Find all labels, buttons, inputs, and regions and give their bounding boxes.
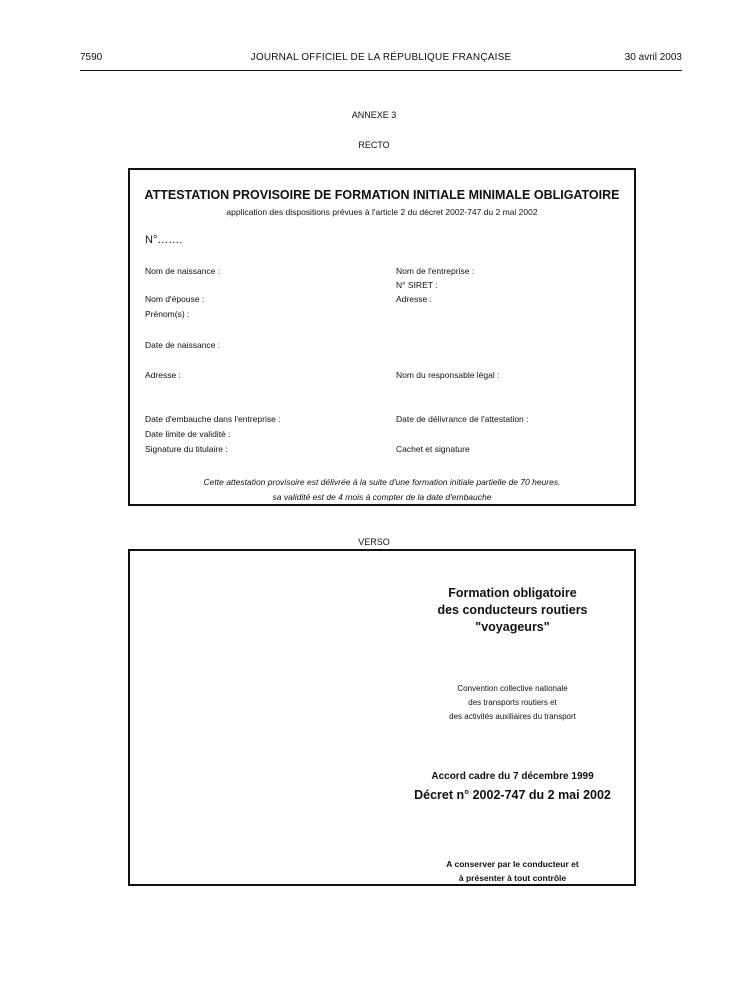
recto-label: RECTO xyxy=(358,140,390,150)
field-siret: N° SIRET : xyxy=(396,280,438,290)
keep-notice-line-2: à présenter à tout contrôle xyxy=(458,873,567,883)
verso-title-line-3: "voyageurs" xyxy=(475,620,550,634)
journal-title: JOURNAL OFFICIEL DE LA RÉPUBLIQUE FRANÇAISE xyxy=(250,52,512,63)
verso-title-line-1: Formation obligatoire xyxy=(448,586,577,600)
attestation-number-field: N°……. xyxy=(145,234,183,246)
field-date-naissance: Date de naissance : xyxy=(145,340,221,350)
convention-line-1: Convention collective nationale xyxy=(457,684,568,693)
verso-title-line-2: des conducteurs routiers xyxy=(437,603,588,617)
accord-cadre: Accord cadre du 7 décembre 1999 xyxy=(431,771,594,782)
field-date-embauche: Date d'embauche dans l'entreprise : xyxy=(145,414,281,424)
page-number: 7590 xyxy=(80,52,103,63)
page-header xyxy=(80,50,682,71)
verso-label: VERSO xyxy=(358,537,390,547)
convention-line-2: des transports routiers et xyxy=(468,698,557,707)
recto-subtitle: application des dispositions prévues à l'article 2 du décret 2002-747 du 2 mai 2002 xyxy=(226,207,538,217)
field-nom-epouse: Nom d'épouse : xyxy=(145,294,205,304)
verso-card xyxy=(128,549,636,886)
field-signature-titulaire: Signature du titulaire : xyxy=(145,444,228,454)
keep-notice-line-1: A conserver par le conducteur et xyxy=(446,859,579,869)
recto-footer-line-1: Cette attestation provisoire est délivrée à la suite d'une formation initiale partielle de 70 heures. xyxy=(203,477,561,487)
field-responsable-legal: Nom du responsable légal : xyxy=(396,370,500,380)
annex-label: ANNEXE 3 xyxy=(351,110,397,120)
recto-footer-line-2: sa validité est de 4 mois à compter de la date d'embauche xyxy=(272,492,492,502)
field-cachet-signature: Cachet et signature xyxy=(396,444,470,454)
publication-date: 30 avril 2003 xyxy=(624,52,682,63)
recto-form xyxy=(128,168,636,506)
field-adresse-entreprise: Adresse : xyxy=(396,294,432,304)
field-prenoms: Prénom(s) : xyxy=(145,309,190,319)
field-date-limite: Date limite de validité : xyxy=(145,429,231,439)
convention-line-3: des activités auxiliaires du transport xyxy=(449,712,576,721)
decret-reference: Décret n° 2002-747 du 2 mai 2002 xyxy=(414,788,611,802)
field-nom-entreprise: Nom de l'entreprise : xyxy=(396,266,475,276)
recto-title: ATTESTATION PROVISOIRE DE FORMATION INITIALE MINIMALE OBLIGATOIRE xyxy=(144,188,620,202)
field-adresse-titulaire: Adresse : xyxy=(145,370,181,380)
field-date-delivrance: Date de délivrance de l'attestation : xyxy=(396,414,529,424)
field-nom-naissance: Nom de naissance : xyxy=(145,266,221,276)
